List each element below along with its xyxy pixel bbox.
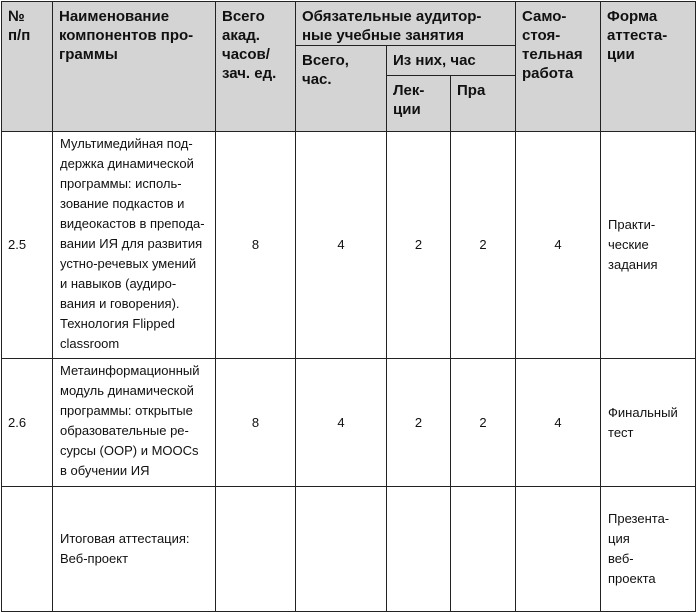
header-auditory: Обязательные аудитор- ные учебные занятия — [296, 2, 516, 46]
row-practice — [451, 487, 516, 612]
row-form: Презента- ция веб- проекта — [601, 487, 696, 612]
row-lectures: 2 — [387, 359, 451, 487]
row-lectures: 2 — [387, 132, 451, 359]
header-num: № п/п — [2, 2, 53, 132]
header-auditory-total: Всего, час. — [296, 46, 387, 132]
row-num: 2.6 — [2, 359, 53, 487]
header-form: Форма аттеста- ции — [601, 2, 696, 132]
header-total: Всего акад. часов/ зач. ед. — [216, 2, 296, 132]
row-self — [516, 487, 601, 612]
row-auditory-total — [296, 487, 387, 612]
row-total — [216, 487, 296, 612]
header-of-which: Из них, час — [387, 46, 516, 76]
row-name: Итоговая аттестация: Веб-проект — [53, 487, 216, 612]
row-auditory-total: 4 — [296, 359, 387, 487]
header-practice: Пра — [451, 76, 516, 132]
curriculum-table — [1, 1, 696, 612]
row-name: Метаинформационный модуль динамической программы: открытые образовательные ре- сурсы (ООР) и МООСs в обучении ИЯ — [53, 359, 216, 487]
table-row — [2, 359, 696, 487]
row-self: 4 — [516, 132, 601, 359]
row-auditory-total: 4 — [296, 132, 387, 359]
row-num: 2.5 — [2, 132, 53, 359]
table-row — [2, 487, 696, 612]
row-lectures — [387, 487, 451, 612]
row-form: Практи- ческие задания — [601, 132, 696, 359]
row-name: Мультимедийная под- держка динамической программы: исполь- зование подкастов и видеокастов в препода- вании ИЯ для развития устно-речевых умений и навыков (аудиро- вания и говорения). Технология Flipped classroom — [53, 132, 216, 359]
header-lectures: Лек- ции — [387, 76, 451, 132]
row-num — [2, 487, 53, 612]
row-total: 8 — [216, 132, 296, 359]
row-practice: 2 — [451, 359, 516, 487]
header-name: Наименование компонентов про- граммы — [53, 2, 216, 132]
row-form: Финальный тест — [601, 359, 696, 487]
table-row — [2, 132, 696, 359]
row-total: 8 — [216, 359, 296, 487]
row-practice: 2 — [451, 132, 516, 359]
row-self: 4 — [516, 359, 601, 487]
header-self: Само- стоя- тельная работа — [516, 2, 601, 132]
